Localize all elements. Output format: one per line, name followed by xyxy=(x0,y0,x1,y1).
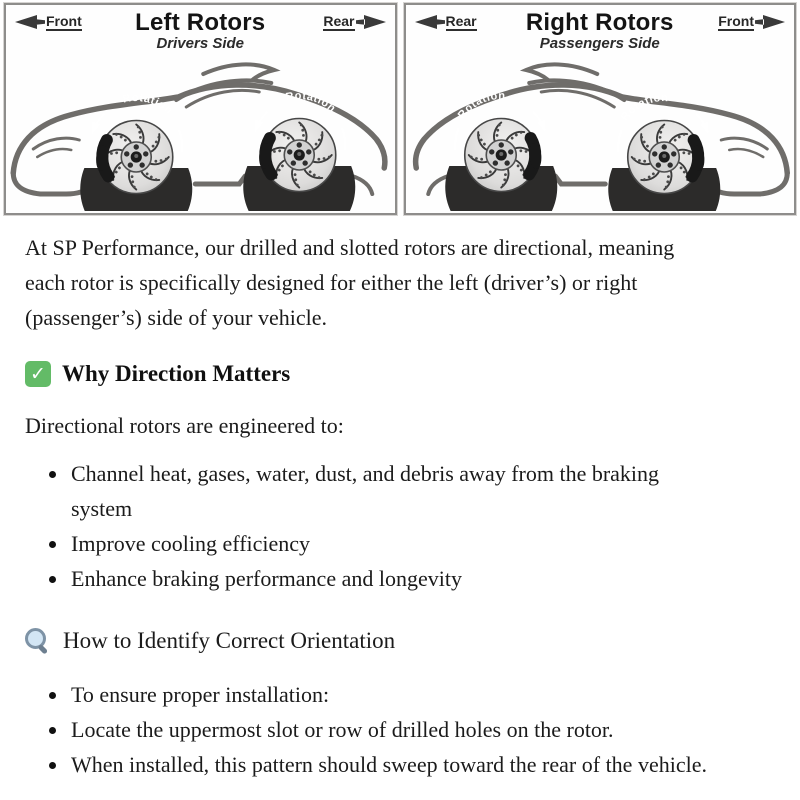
left-panel-header xyxy=(6,5,395,55)
right-panel-header xyxy=(406,5,795,55)
svg-text:Rotation xyxy=(122,92,175,117)
section-heading-why-direction-matters xyxy=(25,361,775,387)
section-heading-identify-orientation xyxy=(25,627,775,654)
list-item: • To ensure proper installation: xyxy=(69,677,723,712)
direction-label: Front xyxy=(46,13,82,29)
rotation-label: Rotation xyxy=(618,91,669,124)
left-rotors-panel xyxy=(4,3,397,215)
arrow-right-icon xyxy=(356,14,386,30)
magnifier-icon xyxy=(25,627,52,654)
panel-subtitle: Drivers Side xyxy=(156,35,245,53)
rotation-label: Rotation xyxy=(284,89,339,115)
list-item: • Channel heat, gases, water, dust, and debris away from the braking system xyxy=(69,456,723,526)
benefits-list xyxy=(25,456,775,596)
list-item: • Locate the uppermost slot or row of drilled holes on the rotor. xyxy=(69,712,723,747)
list-item: • Enhance braking performance and longevity xyxy=(69,561,723,596)
rotor-direction-diagram xyxy=(0,0,800,215)
panel-title: Right Rotors xyxy=(525,9,674,36)
direction-label: Rear xyxy=(323,13,355,29)
intro-paragraph: At SP Performance, our drilled and slotted rotors are directional, meaning each rotor is specifically designed for either the left (driver’s) or right (passenger’s) side of your vehicle. xyxy=(25,235,675,330)
rotation-label: Rotation xyxy=(121,91,176,117)
rear-direction-indicator xyxy=(415,14,477,31)
section-lead: Directional rotors are engineered to: xyxy=(25,413,344,438)
check-icon xyxy=(25,361,51,387)
right-rotors-panel xyxy=(404,3,797,215)
direction-label: Front xyxy=(718,13,754,29)
article-body xyxy=(0,230,800,782)
list-item: • When installed, this pattern should sweep toward the rear of the vehicle. xyxy=(69,747,723,782)
section-heading-text: Why Direction Matters xyxy=(62,361,291,386)
section-heading-text: How to Identify Correct Orientation xyxy=(63,627,396,653)
arrow-left-icon xyxy=(415,14,445,30)
arrow-left-icon xyxy=(15,14,45,30)
list-item: • Improve cooling efficiency xyxy=(69,526,723,561)
rear-direction-indicator xyxy=(323,14,385,31)
arrow-right-icon xyxy=(755,14,785,30)
left-car-illustration xyxy=(6,55,395,211)
front-direction-indicator xyxy=(718,14,785,31)
front-direction-indicator xyxy=(15,14,82,31)
right-car-illustration xyxy=(406,55,795,211)
installation-steps-list xyxy=(25,677,775,782)
rotation-label: Rotation xyxy=(455,89,506,122)
panel-subtitle: Passengers Side xyxy=(539,35,660,53)
direction-label: Rear xyxy=(445,13,477,29)
svg-text:Rotation xyxy=(285,90,338,115)
panel-title: Left Rotors xyxy=(135,9,266,36)
